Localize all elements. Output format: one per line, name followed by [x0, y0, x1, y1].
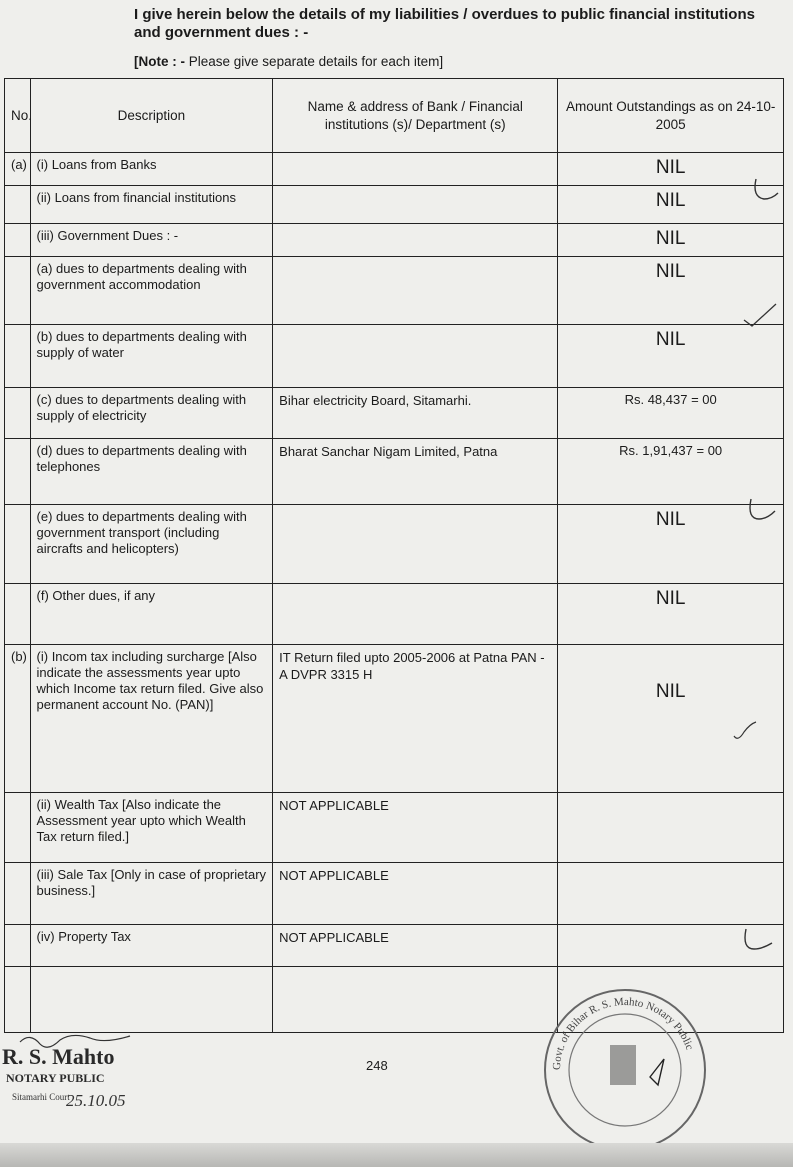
cell-bank: [273, 186, 558, 224]
cell-bank: [273, 257, 558, 325]
cell-bank: [273, 505, 558, 583]
cell-sl: [5, 439, 31, 505]
cell-amount: [558, 863, 784, 924]
cell-amount: NIL: [558, 153, 784, 186]
tick-mark-icon: [750, 175, 780, 205]
cell-bank: IT Return filed upto 2005-2006 at Patna PAN - A DVPR 3315 H: [273, 644, 558, 792]
liabilities-table: [4, 78, 784, 1033]
cell-bank: [273, 324, 558, 388]
cell-amount: Rs. 1,91,437 = 00: [558, 439, 784, 505]
cell-desc: (b) dues to departments dealing with supply of water: [30, 324, 273, 388]
header-bank: Name & address of Bank / Financial institutions (s)/ Department (s): [273, 79, 558, 153]
cell-desc: (c) dues to departments dealing with supply of electricity: [30, 388, 273, 439]
table-row: [5, 153, 784, 186]
cell-desc: (d) dues to departments dealing with telephones: [30, 439, 273, 505]
cell-amount: NIL: [558, 224, 784, 257]
cell-amount: NIL: [558, 644, 784, 792]
header-description: Description: [30, 79, 273, 153]
cell-amount: NIL: [558, 257, 784, 325]
cell-bank: NOT APPLICABLE: [273, 924, 558, 966]
table-row: [5, 793, 784, 863]
table-row: [5, 583, 784, 644]
table-row: [5, 257, 784, 325]
cell-sl: (b): [5, 644, 31, 792]
header-sl: No.: [5, 79, 31, 153]
cell-sl: [5, 967, 31, 1033]
cell-sl: [5, 793, 31, 863]
notary-date: 25.10.05: [66, 1091, 126, 1110]
header-amount: Amount Outstandings as on 24-10-2005: [558, 79, 784, 153]
cell-amount: NIL: [558, 186, 784, 224]
heading-line-2: and government dues : -: [134, 24, 309, 41]
table-row: [5, 324, 784, 388]
cell-amount: [558, 793, 784, 863]
cell-desc: (iii) Government Dues : -: [30, 224, 273, 257]
page-bottom-edge: [0, 1143, 793, 1167]
table-row: [5, 186, 784, 224]
table-row: [5, 224, 784, 257]
cell-desc: (i) Loans from Banks: [30, 153, 273, 186]
cell-sl: [5, 863, 31, 924]
cell-amount: Rs. 48,437 = 00: [558, 388, 784, 439]
cell-bank: [273, 153, 558, 186]
page-heading: [134, 6, 755, 42]
cell-desc: (a) dues to departments dealing with government accommodation: [30, 257, 273, 325]
heading-line-1: I give herein below the details of my liabilities / overdues to public financial institutions: [134, 6, 755, 23]
note-label: [Note : -: [134, 54, 185, 69]
cell-desc: [30, 967, 273, 1033]
cell-sl: [5, 924, 31, 966]
tick-mark-icon: [740, 300, 780, 330]
notary-court: Sitamarhi Court: [12, 1092, 70, 1102]
cell-sl: [5, 324, 31, 388]
cell-desc: (iv) Property Tax: [30, 924, 273, 966]
tick-mark-icon: [740, 925, 776, 955]
cell-desc: (i) Incom tax including surcharge [Also indicate the assessments year upto which Income tax return filed. Give also permanent account No. (PAN)]: [30, 644, 273, 792]
cell-sl: (a): [5, 153, 31, 186]
table-row: [5, 644, 784, 792]
cell-desc: (f) Other dues, if any: [30, 583, 273, 644]
cell-sl: [5, 224, 31, 257]
notary-seal-icon: [540, 985, 710, 1155]
note-line: [134, 54, 443, 69]
cell-sl: [5, 388, 31, 439]
cell-bank: [273, 967, 558, 1033]
cell-desc: (ii) Wealth Tax [Also indicate the Assessment year upto which Wealth Tax return filed.]: [30, 793, 273, 863]
table-row: [5, 388, 784, 439]
cell-bank: [273, 224, 558, 257]
cell-bank: Bharat Sanchar Nigam Limited, Patna: [273, 439, 558, 505]
cell-desc: (e) dues to departments dealing with government transport (including aircrafts and helicopters): [30, 505, 273, 583]
table-row: [5, 924, 784, 966]
cell-sl: [5, 186, 31, 224]
table-header-row: [5, 79, 784, 153]
note-text: Please give separate details for each item]: [188, 54, 444, 69]
cell-desc: (iii) Sale Tax [Only in case of proprietary business.]: [30, 863, 273, 924]
cell-bank: NOT APPLICABLE: [273, 793, 558, 863]
table-row: [5, 439, 784, 505]
seal-text: Govt. of Bihar R. S. Mahto Notary Public: [550, 995, 696, 1071]
tick-mark-icon: [745, 495, 779, 525]
cell-bank: [273, 583, 558, 644]
notary-name: R. S. Mahto: [2, 1044, 115, 1069]
cell-bank: Bihar electricity Board, Sitamarhi.: [273, 388, 558, 439]
cell-amount: NIL: [558, 505, 784, 583]
table-row: [5, 505, 784, 583]
cell-amount: NIL: [558, 583, 784, 644]
cell-desc: (ii) Loans from financial institutions: [30, 186, 273, 224]
cell-sl: [5, 257, 31, 325]
tick-mark-icon: [730, 718, 760, 744]
cell-sl: [5, 583, 31, 644]
notary-title: NOTARY PUBLIC: [6, 1071, 105, 1085]
table-row: [5, 863, 784, 924]
cell-sl: [5, 505, 31, 583]
cell-bank: NOT APPLICABLE: [273, 863, 558, 924]
page-number: 248: [366, 1058, 388, 1073]
cell-amount: NIL: [558, 324, 784, 388]
notary-signature-stamp: [0, 1030, 200, 1110]
